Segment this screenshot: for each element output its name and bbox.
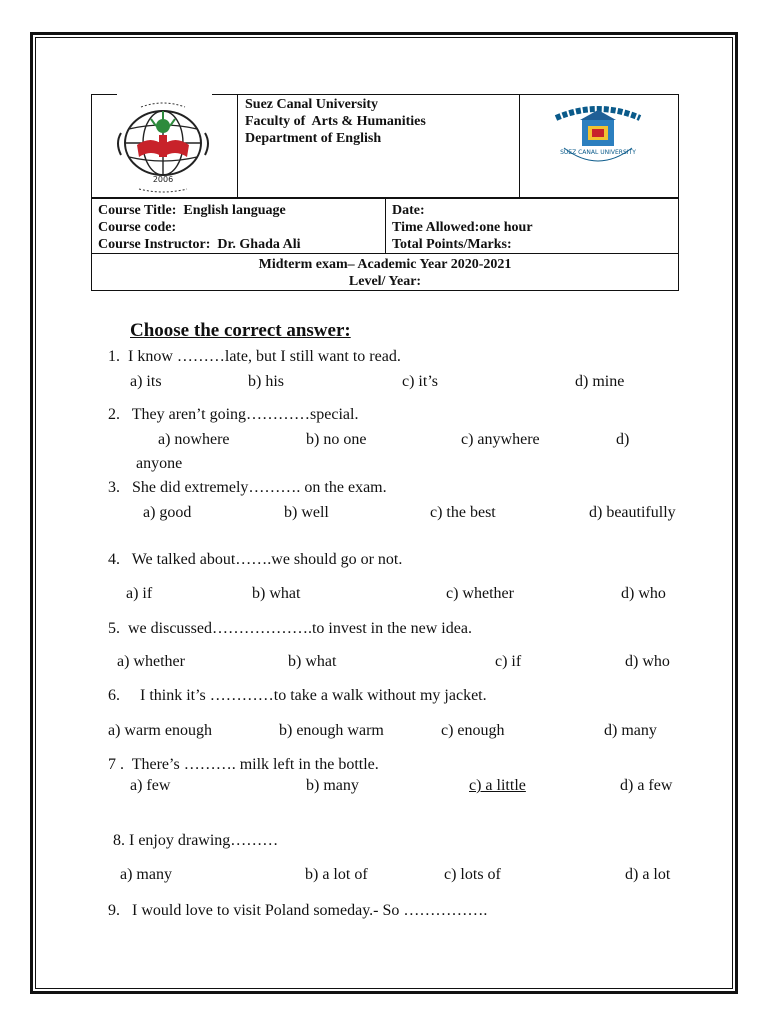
question-4-option-d[interactable]: d) who	[621, 585, 666, 602]
question-4-stem: 4. We talked about…….we should go or not.	[108, 551, 403, 568]
question-7-option-c[interactable]: c) a little	[469, 777, 526, 794]
question-3-stem: 3. She did extremely………. on the exam.	[108, 479, 387, 496]
question-3-option-d[interactable]: d) beautifully	[589, 504, 676, 521]
total-points: Total Points/Marks:	[392, 237, 512, 252]
question-6-option-c[interactable]: c) enough	[441, 722, 505, 739]
question-6-option-a[interactable]: a) warm enough	[108, 722, 212, 739]
university-cell	[237, 94, 520, 198]
level-year: Level/ Year:	[348, 274, 422, 289]
question-5-stem: 5. we discussed……………….to invest in the new idea.	[108, 620, 472, 637]
question-7-option-d[interactable]: d) a few	[620, 777, 673, 794]
question-2-stem: 2. They aren’t going…………special.	[108, 406, 359, 423]
question-1-option-b[interactable]: b) his	[248, 373, 284, 390]
question-2-option-d[interactable]: d)	[616, 431, 630, 448]
question-3-option-c[interactable]: c) the best	[430, 504, 496, 521]
question-1-option-a[interactable]: a) its	[130, 373, 162, 390]
question-7-option-a[interactable]: a) few	[130, 777, 171, 794]
question-4-option-c[interactable]: c) whether	[446, 585, 514, 602]
question-5-option-d[interactable]: d) who	[625, 653, 670, 670]
course-code: Course code:	[98, 220, 177, 235]
question-8-option-d[interactable]: d) a lot	[625, 866, 671, 883]
question-8-stem: 8. I enjoy drawing………	[113, 832, 279, 849]
question-8-option-b[interactable]: b) a lot of	[305, 866, 368, 883]
question-1-option-d[interactable]: d) mine	[575, 373, 625, 390]
question-2-option-a[interactable]: a) nowhere	[158, 431, 230, 448]
question-5-option-c[interactable]: c) if	[495, 653, 522, 670]
course-info-left	[91, 198, 386, 254]
time-allowed: Time Allowed:one hour	[392, 220, 533, 235]
emblem-year: 2006	[152, 175, 174, 184]
question-3-option-a[interactable]: a) good	[143, 504, 192, 521]
question-4-option-b[interactable]: b) what	[252, 585, 301, 602]
question-6-stem: 6. I think it’s …………to take a walk without my jacket.	[108, 687, 487, 704]
exam-name: Midterm exam– Academic Year 2020-2021	[258, 257, 512, 272]
question-6-option-d[interactable]: d) many	[604, 722, 657, 739]
question-3-option-b[interactable]: b) well	[284, 504, 329, 521]
question-1-stem: 1. I know ………late, but I still want to read.	[108, 348, 401, 365]
question-5-option-a[interactable]: a) whether	[117, 653, 185, 670]
exam-info-row	[91, 253, 679, 291]
question-8-option-c[interactable]: c) lots of	[444, 866, 501, 883]
university-name: Suez Canal University	[245, 97, 378, 112]
question-9-stem: 9. I would love to visit Poland someday.- So …………….	[108, 902, 488, 919]
question-4-option-a[interactable]: a) if	[126, 585, 153, 602]
course-title: Course Title: English language	[98, 203, 286, 218]
course-info-right	[385, 198, 679, 254]
department-name: Department of English	[245, 131, 382, 146]
question-8-option-a[interactable]: a) many	[120, 866, 172, 883]
exam-date: Date:	[392, 203, 425, 218]
university-logo-text: SUEZ CANAL UNIVERSITY	[560, 149, 636, 156]
faculty-emblem-icon	[111, 99, 215, 193]
question-2-option-c[interactable]: c) anywhere	[461, 431, 540, 448]
logo-cell-gap	[117, 93, 212, 96]
question-2-option-d-text[interactable]: anyone	[136, 455, 183, 472]
question-2-option-b[interactable]: b) no one	[306, 431, 367, 448]
faculty-name: Faculty of Arts & Humanities	[245, 114, 426, 129]
instructions-heading: Choose the correct answer:	[130, 320, 351, 341]
question-7-stem: 7 . There’s ………. milk left in the bottle.	[108, 756, 379, 773]
question-6-option-b[interactable]: b) enough warm	[279, 722, 384, 739]
course-instructor: Course Instructor: Dr. Ghada Ali	[98, 237, 301, 252]
university-logo-icon	[548, 102, 648, 172]
question-1-option-c[interactable]: c) it’s	[402, 373, 438, 390]
question-5-option-b[interactable]: b) what	[288, 653, 337, 670]
question-7-option-b[interactable]: b) many	[306, 777, 359, 794]
